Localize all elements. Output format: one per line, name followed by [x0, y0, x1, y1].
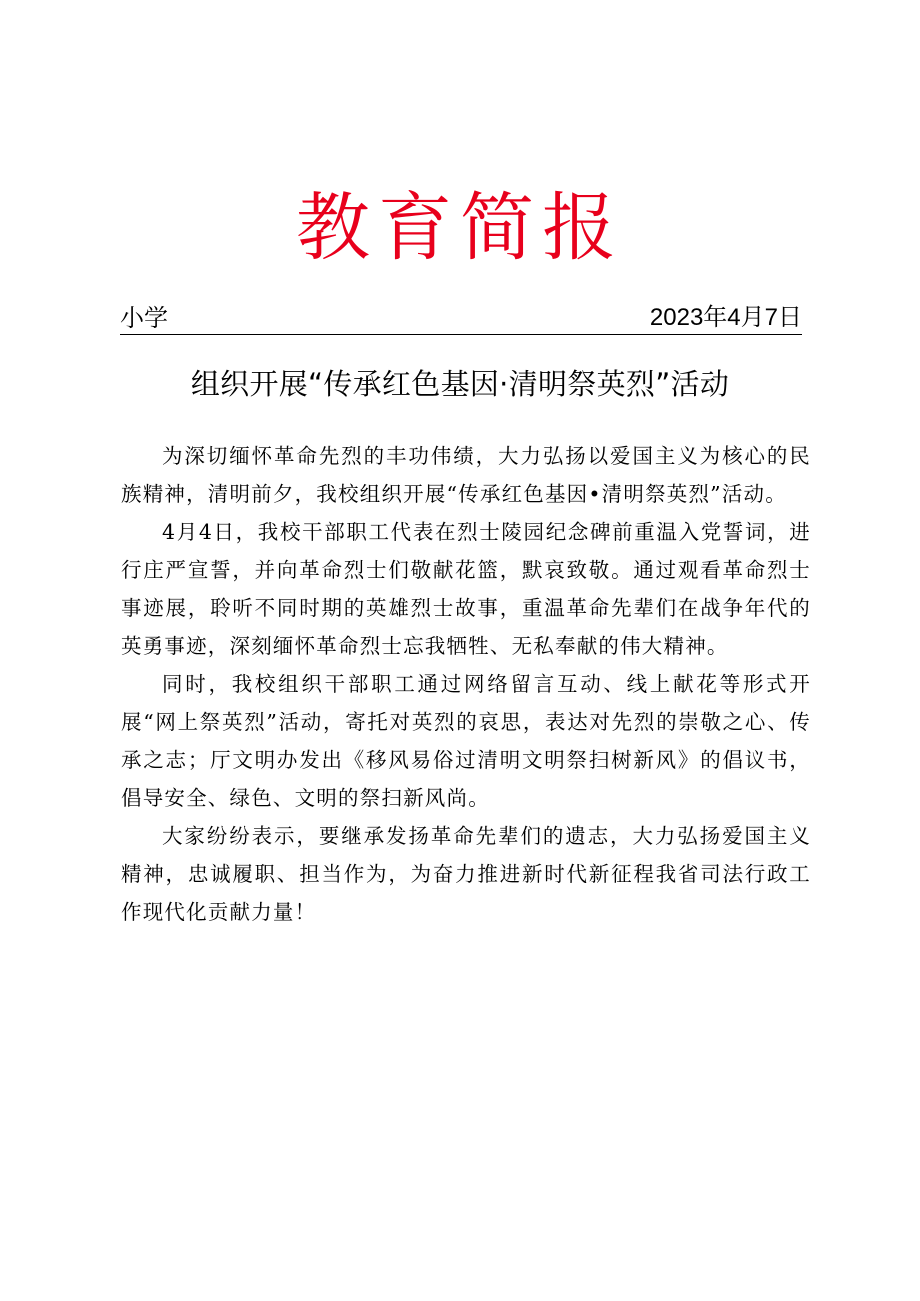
bulletin-meta-row [120, 300, 802, 335]
bulletin-masthead-title: 教育简报 [296, 185, 624, 271]
article-paragraph: 4月4日，我校干部职工代表在烈士陵园纪念碑前重温入党誓词，进行庄严宣誓，并向革命烈士们敬献花篮，默哀致敬。通过观看革命烈士事迹展，聆听不同时期的英雄烈士故事，重温革命先辈们在战争年代的英勇事迹，深刻缅怀革命烈士忘我牺牲、无私奉献的伟大精神。 [121, 520, 811, 658]
article-paragraph: 同时，我校组织干部职工通过网络留言互动、线上献花等形式开展“网上祭英烈”活动，寄托对英烈的哀思，表达对先烈的崇敬之心、传承之志；厅文明办发出《移风易俗过清明文明祭扫树新风》的倡议书，倡导安全、绿色、文明的祭扫新风尚。 [121, 672, 811, 810]
organization-label: 小学 [120, 304, 168, 332]
article-body [121, 437, 811, 931]
article-headline: 组织开展“传承红色基因·清明祭英烈”活动 [190, 367, 730, 401]
article-paragraph: 大家纷纷表示，要继承发扬革命先辈们的遗志，大力弘扬爱国主义精神，忠诚履职、担当作为，为奋力推进新时代新征程我省司法行政工作现代化贡献力量！ [121, 824, 811, 924]
article-paragraph: 为深切缅怀革命先烈的丰功伟绩，大力弘扬以爱国主义为核心的民族精神，清明前夕，我校组织开展“传承红色基因•清明祭英烈”活动。 [121, 444, 811, 506]
issue-date: 2023年4月7日 [649, 304, 802, 331]
